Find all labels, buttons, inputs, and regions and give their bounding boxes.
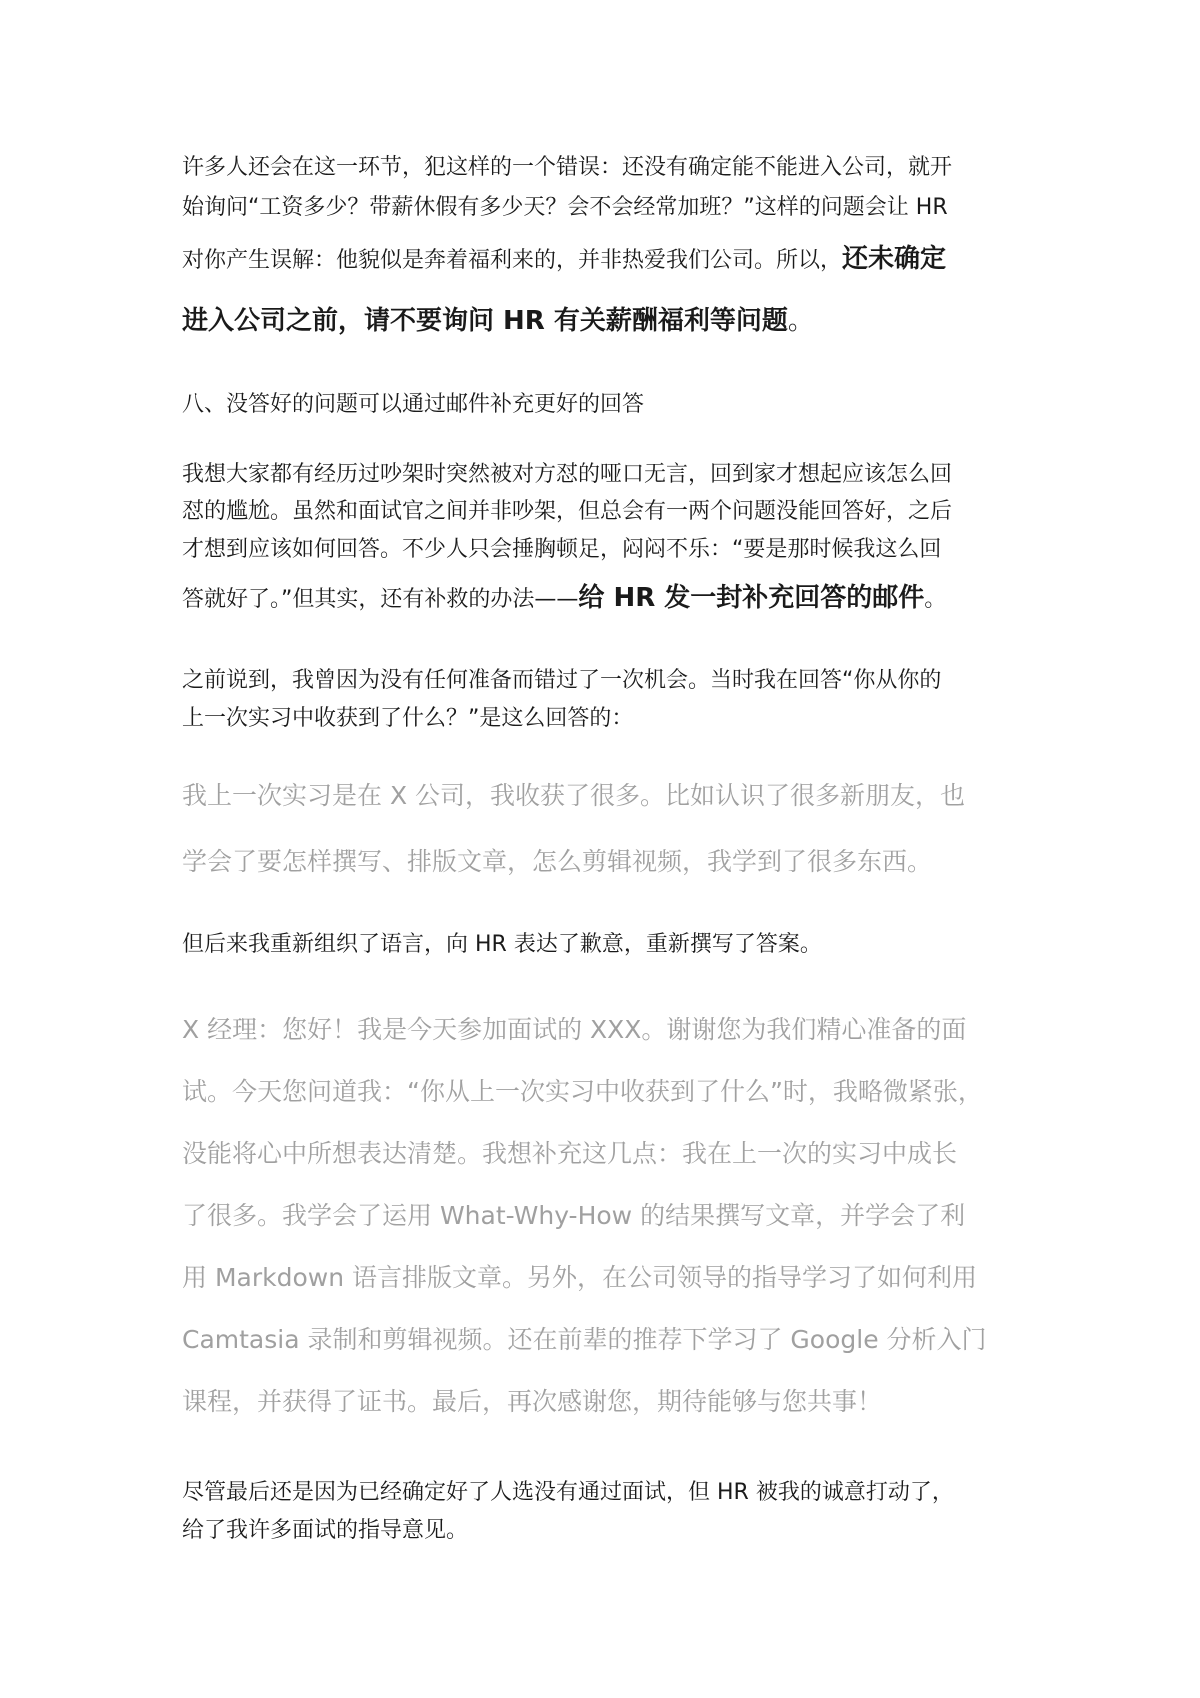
text-segment: 对你产生误解：他貌似是奔着福利来的，并非热爱我们公司。所以， xyxy=(182,248,843,273)
quote-line: 了很多。我学会了运用 What-Why-How 的结果撰写文章，并学会了利 xyxy=(182,1201,966,1230)
text-line xyxy=(182,577,946,614)
text-line: 怼的尴尬。虽然和面试官之间并非吵架，但总会有一两个问题没能回答好，之后 xyxy=(182,499,953,524)
quote-line: 用 Markdown 语言排版文章。另外，在公司领导的指导学习了如何利用 xyxy=(182,1263,977,1292)
text-line: 尽管最后还是因为已经确定好了人选没有通过面试，但 HR 被我的诚意打动了， xyxy=(182,1480,954,1505)
emphasis-text: 进入公司之前，请不要询问 HR 有关薪酬福利等问题 xyxy=(182,306,788,336)
text-line: 才想到应该如何回答。不少人只会捶胸顿足，闷闷不乐：“要是那时候我这么回 xyxy=(182,537,942,562)
text-line: 但后来我重新组织了语言，向 HR 表达了歉意，重新撰写了答案。 xyxy=(182,932,822,957)
text-line: 我想大家都有经历过吵架时突然被对方怼的哑口无言，回到家才想起应该怎么回 xyxy=(182,462,953,487)
quote-line: 课程，并获得了证书。最后，再次感谢您，期待能够与您共事！ xyxy=(182,1387,883,1416)
text-segment: 。 xyxy=(787,306,814,336)
section-heading: 八、没答好的问题可以通过邮件补充更好的回答 xyxy=(182,392,645,417)
text-line: 许多人还会在这一环节，犯这样的一个错误：还没有确定能不能进入公司，就开 xyxy=(182,155,953,180)
emphasis-text: 给 HR 发一封补充回答的邮件 xyxy=(578,583,925,613)
text-line: 始询问“工资多少？带薪休假有多少天？会不会经常加班？”这样的问题会让 HR xyxy=(182,195,948,220)
text-line xyxy=(182,238,946,275)
quote-line: 学会了要怎样撰写、排版文章，怎么剪辑视频，我学到了很多东西。 xyxy=(182,847,933,876)
text-line: 给了我许多面试的指导意见。 xyxy=(182,1518,469,1543)
quote-line: 没能将心中所想表达清楚。我想补充这几点：我在上一次的实习中成长 xyxy=(182,1139,958,1168)
text-line: 之前说到，我曾因为没有任何准备而错过了一次机会。当时我在回答“你从你的 xyxy=(182,668,942,693)
text-line xyxy=(182,300,814,337)
quote-line: 试。今天您问道我：“你从上一次实习中收获到了什么”时，我略微紧张， xyxy=(182,1077,983,1106)
text-segment: 。 xyxy=(924,587,947,612)
emphasis-text: 还未确定 xyxy=(842,244,947,274)
text-segment: 答就好了。”但其实，还有补救的办法—— xyxy=(182,587,579,612)
quote-line: X 经理：您好！我是今天参加面试的 XXX。谢谢您为我们精心准备的面 xyxy=(182,1015,967,1044)
text-line: 上一次实习中收获到了什么？”是这么回答的： xyxy=(182,706,634,731)
quote-line: 我上一次实习是在 X 公司，我收获了很多。比如认识了很多新朋友，也 xyxy=(182,781,966,810)
quote-line: Camtasia 录制和剪辑视频。还在前辈的推荐下学习了 Google 分析入门 xyxy=(182,1325,987,1354)
